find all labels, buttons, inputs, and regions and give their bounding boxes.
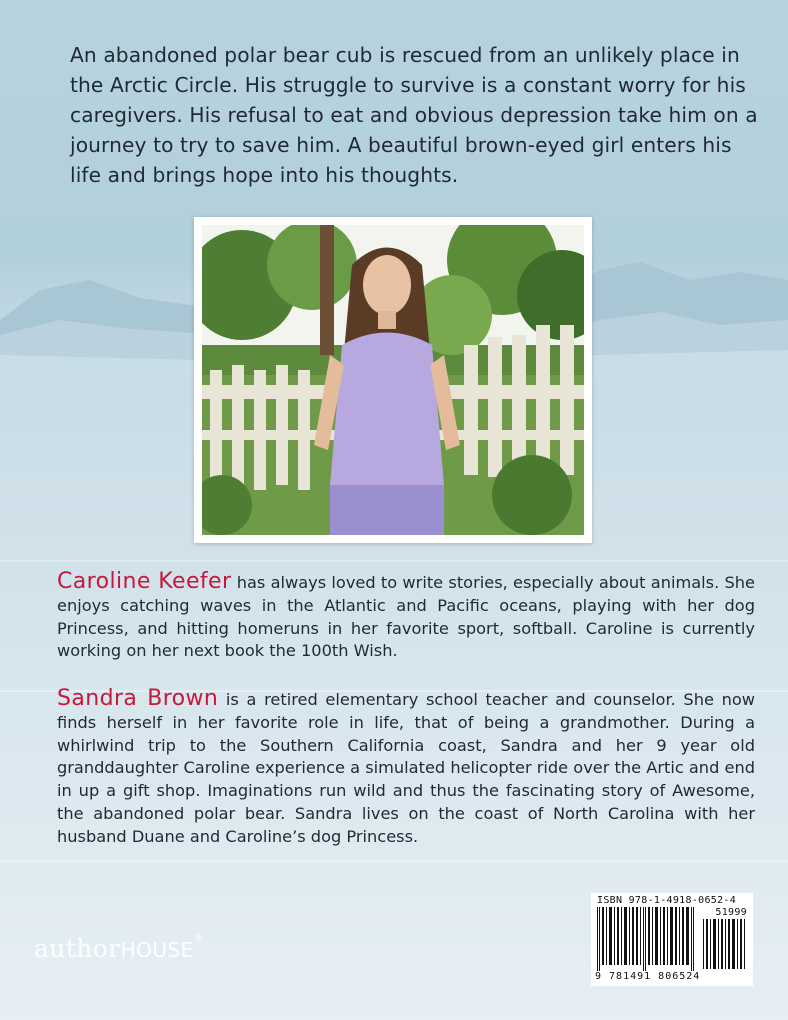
barcode-bars xyxy=(597,907,697,971)
author-name-sandra: Sandra Brown xyxy=(57,686,219,711)
snow-ridge xyxy=(0,560,788,562)
snow-ridge xyxy=(0,860,788,862)
publisher-logo xyxy=(34,934,203,963)
back-cover-blurb: An abandoned polar bear cub is rescued from an unlikely place in the Arctic Circle. His struggle to survive is a constant worry for his caregivers. His refusal to eat and obvious depression take him on a journey to try to save him. A beautiful brown-eyed girl enters his life and brings hope into his thoughts. xyxy=(70,43,758,187)
publisher-logo-part: author xyxy=(34,934,121,963)
author-bio-text: is a retired elementary school teacher and counselor. She now finds herself in her favorite role in life, that of being a grandmother. During a whirlwind trip to the Southern California coast, Sandra and her 9 year old granddaughter Caroline experience a simulated helicopter ride over the Artic and end in up a gift shop. Imaginations run wild and thus the fascinating story of Awesome, the abandoned polar bear. Sandra lives on the coast of North Carolina with her husband Duane and Caroline’s dog Princess. xyxy=(57,690,755,846)
author-bio-sandra xyxy=(57,688,755,849)
registered-mark: ® xyxy=(193,934,204,944)
price-code-label: 51999 xyxy=(715,907,747,918)
author-name-caroline: Caroline Keefer xyxy=(57,569,232,594)
publisher-logo-part: HOUSE xyxy=(120,938,194,962)
barcode-digits: 9 781491 806524 xyxy=(595,971,701,982)
author-bio-text: has always loved to write stories, especially about animals. She enjoys catching waves in the Atlantic and Pacific oceans, playing with her dog Princess, and hitting homeruns in her favorite sport, softball. Caroline is currently working on her next book the 100th Wish. xyxy=(57,573,755,661)
isbn-label: ISBN 978-1-4918-0652-4 xyxy=(597,895,737,906)
girl-in-garden-image xyxy=(202,225,584,535)
author-bio-caroline xyxy=(57,571,755,663)
author-photo-frame xyxy=(194,217,592,543)
author-photo xyxy=(202,225,584,535)
isbn-barcode xyxy=(591,893,753,986)
price-barcode-bars xyxy=(703,919,747,969)
